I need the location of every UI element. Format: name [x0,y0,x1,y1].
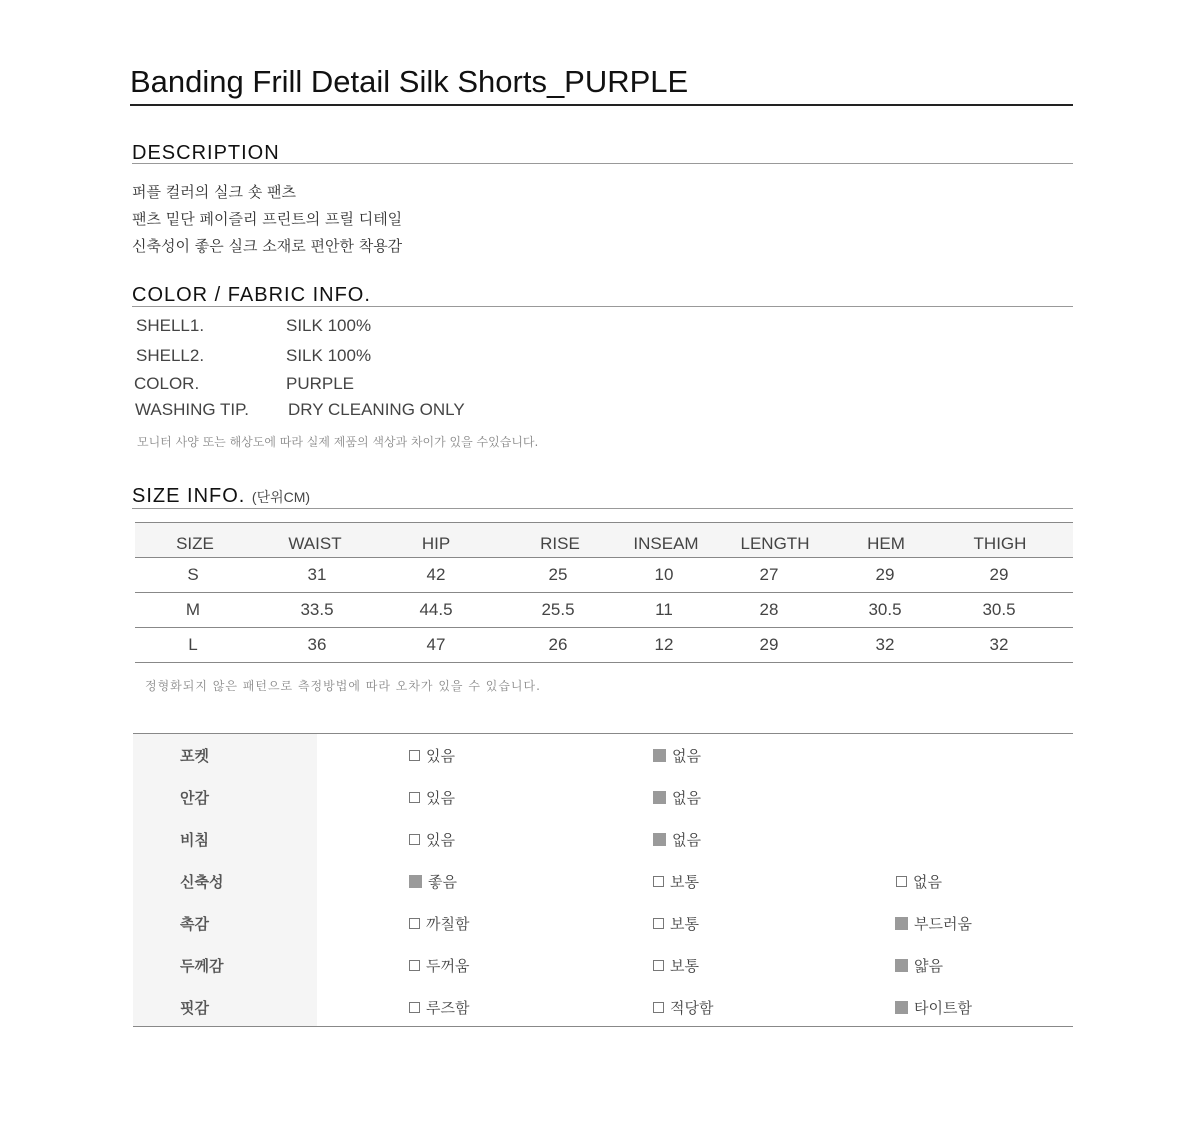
attribute-row-thickness [133,944,1073,986]
option-label: 보통 [670,872,699,891]
table-row [135,628,1073,663]
size-cell: 47 [426,635,446,654]
checkbox-empty-icon [409,960,420,971]
checkbox-filled-icon [895,917,908,930]
option-label: 있음 [426,830,455,849]
size-cell: 32 [875,635,895,654]
attribute-option [653,944,699,986]
checkbox-empty-icon [409,1002,420,1013]
attribute-option [895,944,943,986]
attribute-option [895,986,972,1028]
size-cell: 29 [759,635,779,654]
fabric-value: SILK 100% [286,316,372,335]
checkbox-empty-icon [409,918,420,929]
option-label: 있음 [426,788,455,807]
option-label: 부드러움 [914,914,972,933]
size-note: 정형화되지 않은 패턴으로 측정방법에 따라 오차가 있을 수 있습니다. [145,679,541,693]
checkbox-filled-icon [653,791,666,804]
option-label: 적당함 [670,998,714,1017]
size-col-header: SIZE [176,534,214,553]
checkbox-filled-icon [895,1001,908,1014]
size-cell: S [187,565,199,584]
size-cell: 31 [307,565,327,584]
size-cell: 27 [759,565,779,584]
option-label: 보통 [670,956,699,975]
checkbox-empty-icon [896,876,907,887]
size-cell: 11 [655,600,673,619]
attribute-label: 포켓 [180,746,209,765]
option-label: 없음 [672,830,701,849]
option-label: 루즈함 [426,998,470,1017]
checkbox-empty-icon [653,918,664,929]
size-col-header: HEM [867,534,905,553]
size-cell: 42 [426,565,446,584]
checkbox-empty-icon [409,834,420,845]
fabric-value: SILK 100% [286,346,372,365]
description-line: 신축성이 좋은 실크 소재로 편안한 착용감 [132,237,403,255]
size-table [135,522,1073,663]
attribute-row-stretch [133,860,1073,902]
checkbox-empty-icon [653,1002,664,1013]
size-col-header: WAIST [288,534,342,553]
attribute-option [653,734,701,776]
size-cell: 33.5 [300,600,334,619]
option-label: 없음 [672,788,701,807]
size-col-header: RISE [540,534,580,553]
attribute-option [653,902,699,944]
attribute-table [133,733,1073,1027]
size-cell: L [188,635,198,654]
size-cell: 12 [654,635,674,654]
page-title: Banding Frill Detail Silk Shorts_PURPLE [130,64,1073,106]
checkbox-filled-icon [653,833,666,846]
size-header-row [135,522,1073,558]
fabric-label: COLOR. [134,374,200,393]
option-label: 두꺼움 [426,956,470,975]
attribute-option [409,944,469,986]
size-cell: 29 [989,565,1009,584]
size-col-header: LENGTH [740,534,810,553]
attribute-label: 비침 [180,830,209,849]
checkbox-empty-icon [653,876,664,887]
fabric-note: 모니터 사양 또는 해상도에 따라 실제 제품의 색상과 차이가 있을 수있습니다. [137,435,539,449]
attribute-label: 핏감 [180,998,209,1017]
option-label: 까칠함 [426,914,470,933]
fabric-label: SHELL1. [136,316,205,335]
checkbox-empty-icon [653,960,664,971]
size-heading-text: SIZE INFO. [132,485,246,507]
size-cell: M [185,600,201,619]
option-label: 얇음 [914,956,943,975]
attribute-option [653,776,701,818]
fabric-value: PURPLE [286,374,355,393]
size-col-header: THIGH [973,534,1027,553]
option-label: 있음 [426,746,455,765]
table-row [135,593,1073,628]
attribute-row-pocket [133,734,1073,776]
size-cell: 32 [989,635,1009,654]
size-col-header: INSEAM [633,534,699,553]
size-cell: 30.5 [982,600,1016,619]
description-line: 팬츠 밑단 페이즐리 프린트의 프릴 디테일 [132,210,403,228]
attribute-label: 촉감 [180,914,209,933]
option-label: 좋음 [428,872,457,891]
attribute-label: 안감 [180,788,209,807]
size-cell: 25.5 [541,600,575,619]
attribute-row-sheerness [133,818,1073,860]
checkbox-filled-icon [409,875,422,888]
option-label: 없음 [672,746,701,765]
checkbox-filled-icon [653,749,666,762]
checkbox-empty-icon [409,792,420,803]
attribute-row-fit [133,986,1073,1028]
size-cell: 28 [759,600,779,619]
checkbox-filled-icon [895,959,908,972]
fabric-heading: COLOR / FABRIC INFO. [132,284,1073,307]
size-cell: 26 [548,635,568,654]
fabric-value: DRY CLEANING ONLY [288,400,465,419]
description-line: 퍼플 컬러의 실크 숏 팬츠 [132,183,296,201]
attribute-label: 신축성 [180,872,224,891]
size-cell: 44.5 [419,600,453,619]
size-unit: (단위CM) [251,489,311,505]
attribute-option [653,860,699,902]
fabric-label: SHELL2. [136,346,205,365]
attribute-row-lining [133,776,1073,818]
attribute-option [409,986,469,1028]
attribute-option [896,860,942,902]
size-col-header: HIP [421,534,451,553]
size-heading [132,485,1073,509]
attribute-row-texture [133,902,1073,944]
size-cell: 30.5 [868,600,902,619]
attribute-option [409,860,457,902]
fabric-label: WASHING TIP. [135,400,249,419]
attribute-option [409,818,455,860]
attribute-option [895,902,972,944]
attribute-option [409,902,469,944]
attribute-option [409,776,455,818]
table-row [135,558,1073,593]
attribute-label: 두께감 [180,956,224,975]
size-cell: 36 [307,635,327,654]
option-label: 없음 [913,872,942,891]
option-label: 보통 [670,914,699,933]
size-cell: 10 [654,565,674,584]
attribute-option [653,818,701,860]
checkbox-empty-icon [409,750,420,761]
attribute-option [653,986,713,1028]
option-label: 타이트함 [914,998,972,1017]
size-cell: 29 [875,565,895,584]
size-cell: 25 [548,565,568,584]
description-heading: DESCRIPTION [132,142,1073,164]
attribute-option [409,734,455,776]
